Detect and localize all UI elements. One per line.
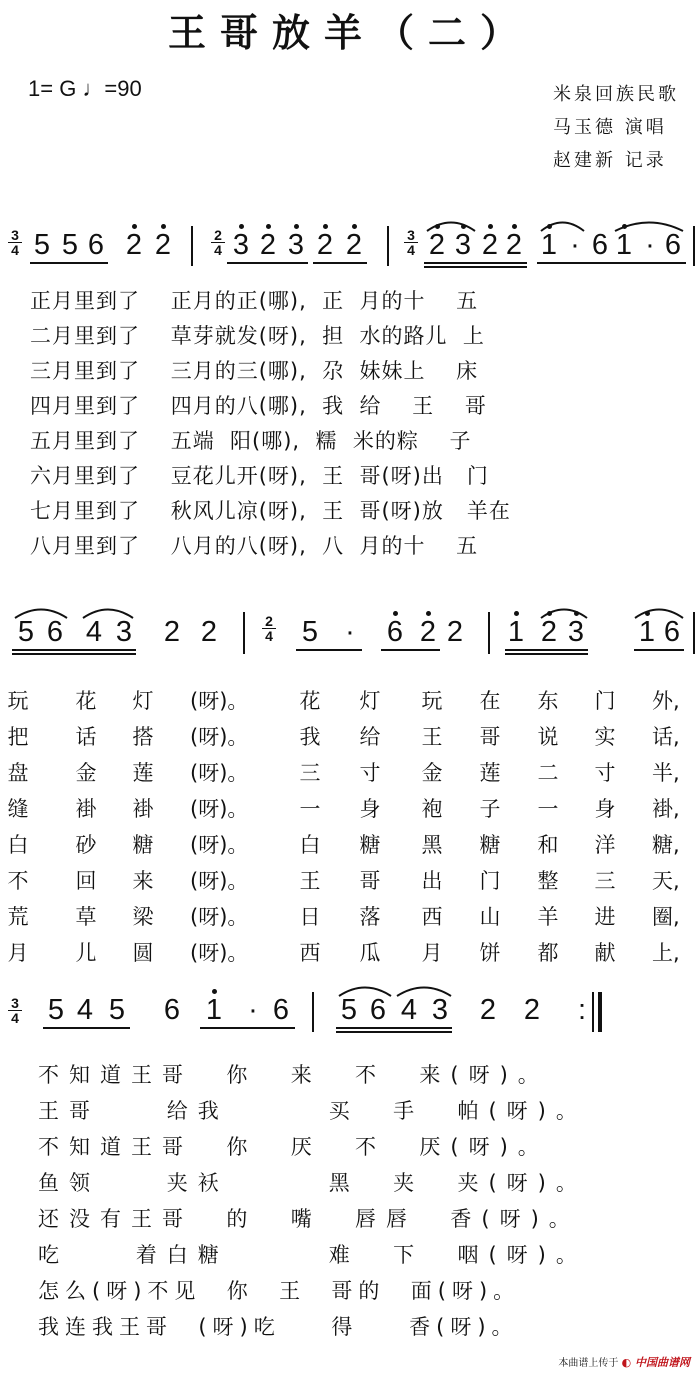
note: 5 [61,229,79,261]
dot-extension: · [570,229,580,261]
octave-dot [239,224,244,229]
beam-underline [336,1027,452,1029]
lyric-syllable: 来 [132,869,154,893]
note: 6 [663,616,681,648]
octave-dot [294,224,299,229]
lyric-syllable: 门 [479,869,501,893]
lyric-syllable: 洋 [594,833,616,857]
slur [82,605,134,619]
barline [191,226,193,266]
octave-dot [132,224,137,229]
note: 2 [419,616,437,648]
note: 3 [567,616,585,648]
lyric-syllable: 二 [537,761,559,785]
octave-dot [212,989,217,994]
lyric-syllable: 袍 [421,797,443,821]
lyric-syllable: 寸 [359,761,381,785]
lyric-syllable: 山 [479,905,501,929]
time-signature: 2 4 [262,614,276,643]
note: 6 [163,994,181,1026]
lyric-syllable: 糖 [359,833,381,857]
lyric-syllable: 身 [594,797,616,821]
lyric-syllable: 说 [537,725,559,749]
time-signature: 3 4 [8,996,22,1025]
lyric-syllable: 金 [75,761,97,785]
note: 2 [479,994,497,1026]
slur [634,605,684,619]
credit-recorder: 赵建新 记录 [553,150,667,171]
lyric-syllable: 缝 [7,797,29,821]
note: 2 [446,616,464,648]
key-tempo: 1= G ♩=90 [28,76,142,101]
barline [693,612,695,654]
slur [426,218,476,232]
note: 5 [33,229,51,261]
octave-dot [488,224,493,229]
lyric-syllable: 实 [594,725,616,749]
lyric-syllable: 糖, [652,833,680,857]
lyric-syllable: 玩 [7,689,29,713]
beam-underline [424,266,527,268]
note: 5 [17,616,35,648]
lyric-syllable: 荒 [7,905,29,929]
lyric-syllable: 半, [652,761,680,785]
octave-dot [161,224,166,229]
note: 5 [301,616,319,648]
lyric-syllable: 寸 [594,761,616,785]
lyric-syllable: (呀)。 [190,689,249,713]
lyric-syllable: 日 [299,905,321,929]
lyric-syllable: 一 [299,797,321,821]
lyric-line: 五月里到了 五端 阳(哪), 糯 米的粽 子 [30,429,472,453]
lyric-syllable: (呀)。 [190,869,249,893]
lyric-syllable: 花 [75,689,97,713]
lyric-syllable: (呀)。 [190,941,249,965]
lyric-syllable: 白 [299,833,321,857]
lyric-syllable: 黑 [421,833,443,857]
lyric-syllable: (呀)。 [190,833,249,857]
note: 1 [615,229,633,261]
beam-underline [336,1031,452,1033]
site-logo: ◐ [621,1356,635,1369]
lyric-syllable: 圆 [132,941,154,965]
note: 6 [46,616,64,648]
beam-underline [634,649,684,651]
lyric-syllable: 砂 [75,833,97,857]
slur [540,605,588,619]
note: 3 [115,616,133,648]
note: 5 [340,994,358,1026]
lyric-line: 七月里到了 秋风儿凉(呀), 王 哥(呀)放 羊在 [30,499,511,523]
beam-underline [12,649,136,651]
lyric-syllable: (呀)。 [190,797,249,821]
note: 6 [664,229,682,261]
lyric-syllable: 进 [594,905,616,929]
lyric-syllable: 花 [299,689,321,713]
lyric-syllable: 在 [479,689,501,713]
lyric-syllable: 糖 [132,833,154,857]
lyric-line: 还没有王哥 的 嘴 唇唇 香(呀)。 [38,1207,580,1231]
credit-singer: 马玉德 演唱 [553,117,667,138]
note: 2 [345,229,363,261]
lyric-syllable: 门 [594,689,616,713]
lyric-line: 怎么(呀)不见 你 王 哥的 面(呀)。 [38,1279,521,1303]
lyric-syllable: 都 [537,941,559,965]
note: 2 [505,229,523,261]
note: 1 [205,994,223,1026]
lyric-line: 不知道王哥 你 来 不 来(呀)。 [38,1063,549,1087]
slur [14,605,68,619]
lyric-syllable: 我 [299,725,321,749]
lyric-line: 鱼领 夹袄 黑 夹 夹(呀)。 [38,1171,587,1195]
beam-underline [381,649,440,651]
beam-underline [12,653,136,655]
note: 3 [232,229,250,261]
lyric-syllable: 三 [594,869,616,893]
lyric-syllable: 天, [652,869,680,893]
beam-underline [505,653,588,655]
lyric-syllable: 不 [7,869,29,893]
song-title: 王哥放羊（二） [167,10,532,55]
note: 2 [540,616,558,648]
octave-dot [512,224,517,229]
lyric-syllable: 糖 [479,833,501,857]
beam-underline [296,649,362,651]
barline [693,226,695,266]
lyric-line: 八月里到了 八月的八(呀), 八 月的十 五 [30,534,479,558]
octave-dot [393,611,398,616]
lyric-syllable: 白 [7,833,29,857]
note: 2 [428,229,446,261]
lyric-syllable: 瓜 [359,941,381,965]
lyric-syllable: 落 [359,905,381,929]
octave-dot [514,611,519,616]
octave-dot [426,611,431,616]
lyric-line: 二月里到了 草芽就发(呀), 担 水的路儿 上 [30,324,485,348]
beam-underline [227,262,308,264]
lyric-syllable: 回 [75,869,97,893]
lyric-syllable: 灯 [132,689,154,713]
lyric-syllable: 外, [652,689,680,713]
note: 6 [87,229,105,261]
time-signature: 3 4 [404,228,418,257]
lyric-syllable: (呀)。 [190,725,249,749]
note: 6 [272,994,290,1026]
note: 2 [125,229,143,261]
lyric-syllable: 把 [7,725,29,749]
note: 1 [507,616,525,648]
lyric-syllable: 褂 [132,797,154,821]
lyric-syllable: 褂, [652,797,680,821]
footer-prefix: 本曲谱上传于 [558,1358,619,1369]
note: 6 [591,229,609,261]
note: 2 [163,616,181,648]
lyric-syllable: 王 [299,869,321,893]
note: 3 [454,229,472,261]
note: 2 [316,229,334,261]
barline [488,612,490,654]
note: 6 [369,994,387,1026]
lyric-syllable: 月 [7,941,29,965]
lyric-syllable: 玩 [421,689,443,713]
repeat-end-barline [592,992,594,1032]
lyric-syllable: 金 [421,761,443,785]
lyric-syllable: 饼 [479,941,501,965]
beam-underline [424,262,527,264]
beam-underline [43,1027,130,1029]
lyric-syllable: 王 [421,725,443,749]
lyric-syllable: 灯 [359,689,381,713]
note: 3 [431,994,449,1026]
lyric-syllable: 圈, [652,905,680,929]
beam-underline [505,649,588,651]
note: 1 [540,229,558,261]
lyric-syllable: 盘 [7,761,29,785]
lyric-syllable: 话, [652,725,680,749]
note: 5 [108,994,126,1026]
octave-dot [323,224,328,229]
octave-dot [266,224,271,229]
beam-underline [612,262,686,264]
lyric-syllable: (呀)。 [190,905,249,929]
lyric-line: 四月里到了 四月的八(哪), 我 给 王 哥 [30,394,487,418]
lyric-syllable: 莲 [132,761,154,785]
lyric-line: 吃 着白糖 难 下 咽(呀)。 [38,1243,587,1267]
credit-source: 米泉回族民歌 [553,84,679,105]
lyric-syllable: 身 [359,797,381,821]
footer-credit [558,1354,690,1370]
lyric-syllable: 和 [537,833,559,857]
lyric-syllable: 上, [652,941,680,965]
lyric-syllable: 出 [421,869,443,893]
site-brand: 中国曲谱网 [635,1356,690,1369]
repeat-end-barline-thick [598,992,602,1032]
beam-underline [200,1027,295,1029]
lyric-syllable: 儿 [75,941,97,965]
beam-underline [30,262,108,264]
lyric-syllable: 西 [299,941,321,965]
lyric-line: 正月里到了 正月的正(哪), 正 月的十 五 [30,289,479,313]
note: 1 [638,616,656,648]
lyric-syllable: 哥 [359,869,381,893]
beam-underline [313,262,367,264]
slur [614,218,684,232]
lyric-syllable: (呀)。 [190,761,249,785]
note: 6 [386,616,404,648]
lyric-syllable: 三 [299,761,321,785]
lyric-line: 不知道王哥 你 厌 不 厌(呀)。 [38,1135,549,1159]
lyrics-block-3 [38,1062,587,1350]
barline [312,992,314,1032]
lyric-syllable: 月 [421,941,443,965]
note: 2 [481,229,499,261]
note: 2 [154,229,172,261]
slur [540,218,585,232]
dot-extension: · [248,994,258,1026]
lyric-syllable: 搭 [132,725,154,749]
note: 2 [259,229,277,261]
lyric-syllable: 褂 [75,797,97,821]
time-signature: 3 4 [8,228,22,257]
repeat-sign: : [577,994,587,1026]
note: 3 [287,229,305,261]
octave-dot [352,224,357,229]
barline [243,612,245,654]
lyric-syllable: 献 [594,941,616,965]
lyric-line: 王哥 给我 买 手 帕(呀)。 [38,1099,587,1123]
lyric-line: 我连我王哥 (呀)吃 得 香(呀)。 [38,1315,519,1339]
lyric-line: 六月里到了 豆花儿开(呀), 王 哥(呀)出 门 [30,464,489,488]
note: 5 [47,994,65,1026]
barline [387,226,389,266]
lyric-syllable: 西 [421,905,443,929]
lyric-syllable: 整 [537,869,559,893]
dot-extension: · [345,616,355,648]
note: 2 [523,994,541,1026]
lyric-syllable: 东 [537,689,559,713]
lyric-syllable: 哥 [479,725,501,749]
lyric-syllable: 羊 [537,905,559,929]
lyric-syllable: 给 [359,725,381,749]
lyrics-block-1 [30,288,511,568]
lyric-syllable: 莲 [479,761,501,785]
time-signature: 2 4 [211,228,225,257]
lyric-syllable: 梁 [132,905,154,929]
lyric-syllable: 草 [75,905,97,929]
slur [396,983,452,997]
dot-extension: · [645,229,655,261]
lyric-line: 三月里到了 三月的三(哪), 尕 妹妹上 床 [30,359,479,383]
note: 4 [400,994,418,1026]
lyric-syllable: 话 [75,725,97,749]
note: 4 [76,994,94,1026]
lyric-syllable: 子 [479,797,501,821]
lyric-syllable: 一 [537,797,559,821]
note: 2 [200,616,218,648]
note: 4 [85,616,103,648]
slur [338,983,392,997]
